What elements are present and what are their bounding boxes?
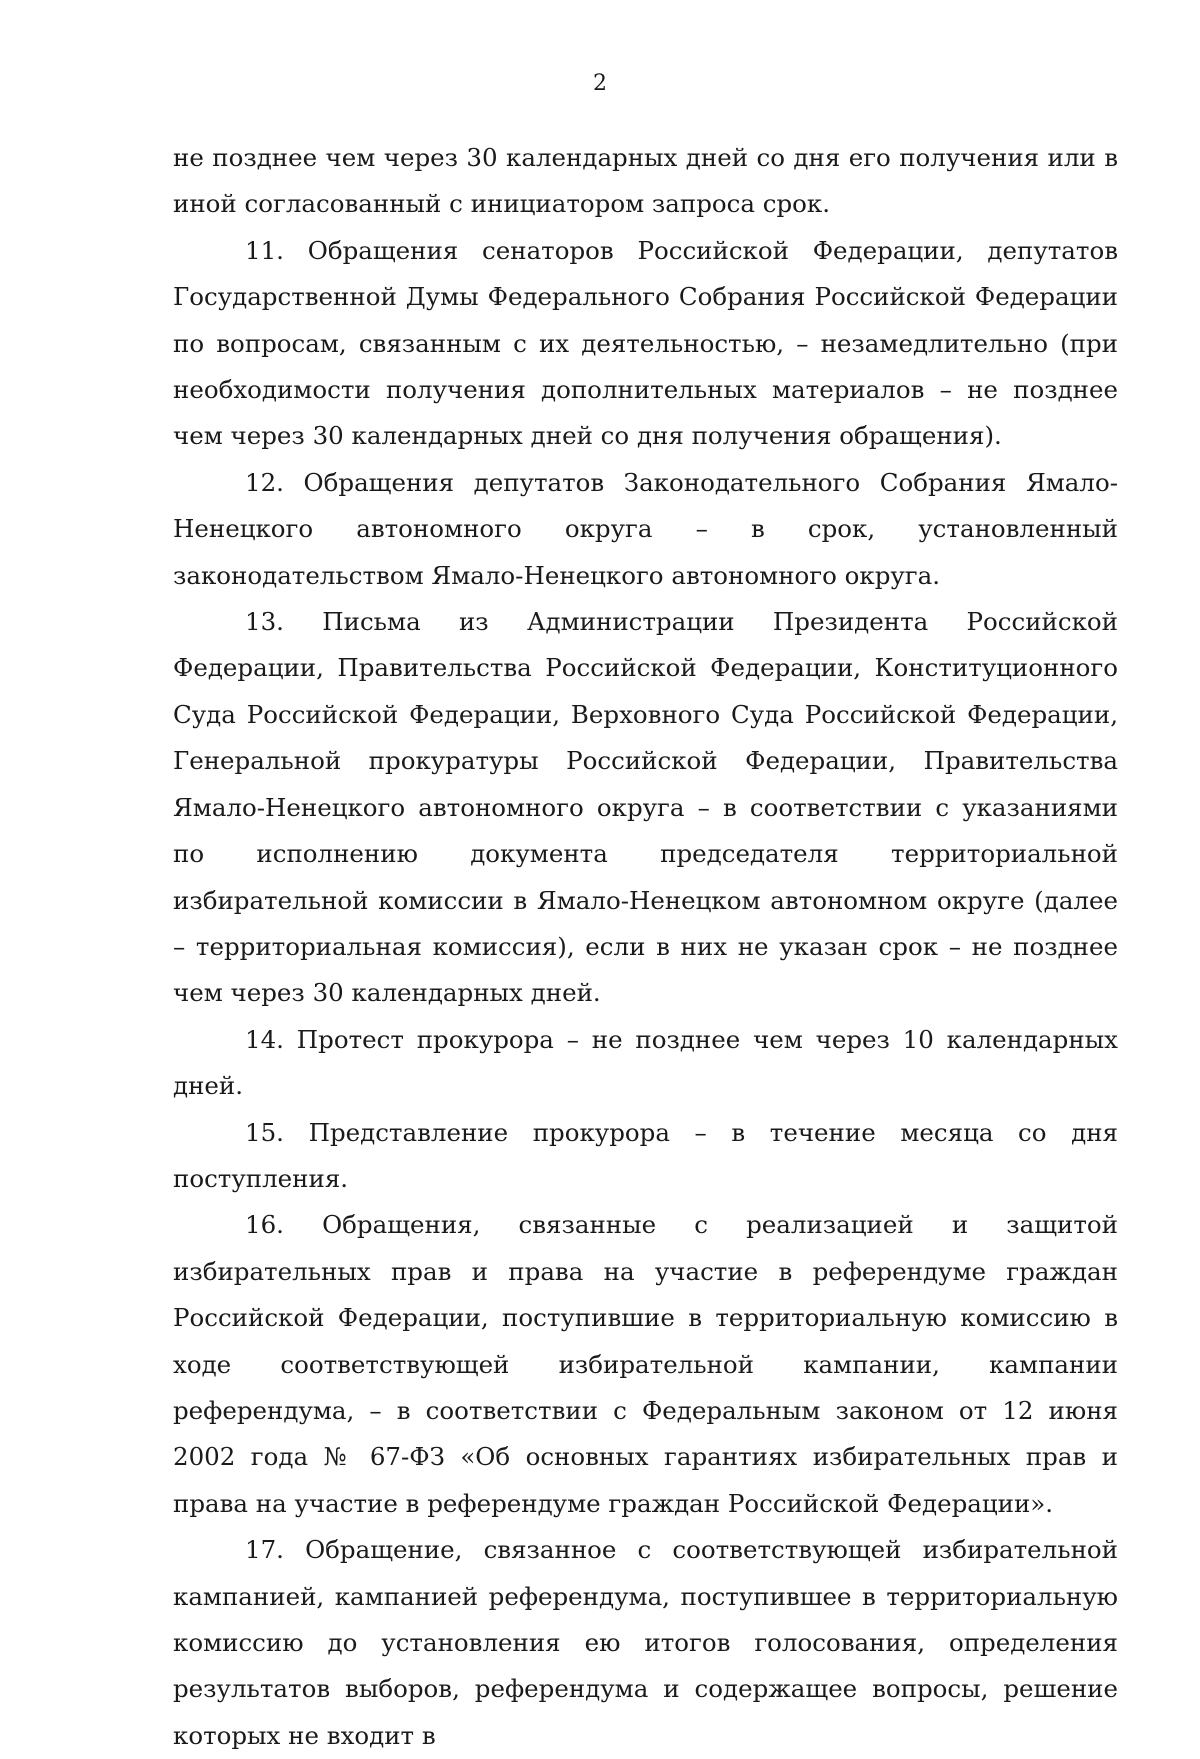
page-number: 2 (593, 71, 607, 96)
paragraph-11: 11. Обращения сенаторов Российской Федерации, депутатов Государственной Думы Федерального Собрания Российской Федерации по вопросам, связанным с их деятельностью, – незамедлительно (при необходимости получения дополнительных материалов – не позднее чем через 30 календарных дней со дня получения обращения). (173, 235, 1118, 451)
paragraph-14: 14. Протест прокурора – не позднее чем через 10 календарных дней. (173, 1024, 1118, 1101)
paragraph-17: 17. Обращение, связанное с соответствующей избирательной кампанией, кампанией референдума, поступившее в территориальную комиссию до установления ею итогов голосования, определения результатов выборов, референдума и содержащее вопросы, решение которых не входит в (173, 1535, 1118, 1750)
paragraph-12: 12. Обращения депутатов Законодательного Собрания Ямало-Ненецкого автономного округа – в срок, установленный законодательством Ямало-Ненецкого автономного округа. (173, 467, 1118, 590)
document-body (173, 135, 1118, 1759)
paragraph-continuation: не позднее чем через 30 календарных дней со дня его получения или в иной согласованный с инициатором запроса срок. (173, 143, 1118, 219)
paragraph-13: 13. Письма из Администрации Президента Российской Федерации, Правительства Российской Федерации, Конституционного Суда Российской Федерации, Верховного Суда Российской Федерации, Генеральной прокуратуры Российской Федерации, Правительства Ямало-Ненецкого автономного округа – в соответствии с указаниями по исполнению документа председателя территориальной избирательной комиссии в Ямало-Ненецком автономном округе (далее – территориальная комиссия), если в них не указан срок – не позднее чем через 30 календарных дней. (173, 607, 1118, 1008)
paragraph-16: 16. Обращения, связанные с реализацией и защитой избирательных прав и права на участие в референдуме граждан Российской Федерации, поступившие в территориальную комиссию в ходе соответствующей избирательной кампании, кампании референдума, – в соответствии с Федеральным законом от 12 июня 2002 года № 67-ФЗ «Об основных гарантиях избирательных прав и права на участие в референдуме граждан Российской Федерации». (173, 1210, 1118, 1518)
paragraph-15: 15. Представление прокурора – в течение месяца со дня поступления. (173, 1117, 1118, 1193)
